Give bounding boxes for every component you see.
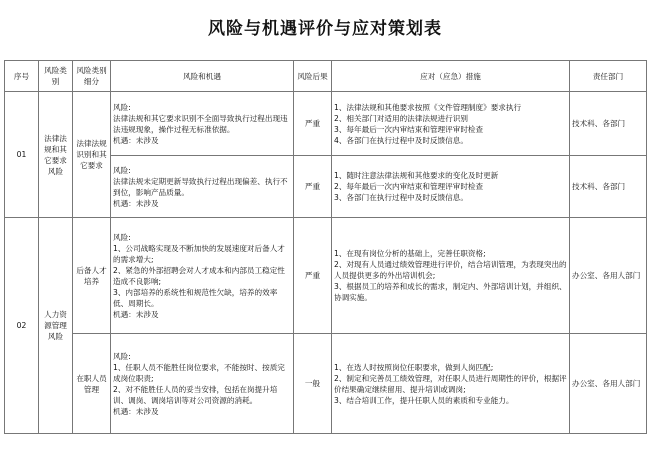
header-category: 风险类别 <box>39 61 73 92</box>
risk-line: 风险: <box>113 165 131 175</box>
header-row <box>5 61 647 92</box>
measure-line: 2、对现有人员通过绩效管理进行评价，结合培训管理，为表现突出的人员提供更多的外出培训机会; <box>334 260 567 280</box>
risk-cell <box>111 156 294 218</box>
dept-cell: 办公室、各用人部门 <box>570 334 647 434</box>
header-result: 风险后果 <box>294 61 332 92</box>
measure-line: 1、随时注意法律法规和其他要求的变化及时更新 <box>334 171 499 180</box>
risk-line: 机遇：未涉及 <box>113 406 159 416</box>
dept-cell: 技术科、各部门 <box>570 92 647 156</box>
header-seq: 序号 <box>5 61 39 92</box>
measure-line: 3、各部门在执行过程中及时反馈信息。 <box>334 193 468 202</box>
measures-cell <box>332 92 570 156</box>
measure-line: 4、各部门在执行过程中及时反馈信息。 <box>334 135 468 145</box>
category-cell: 法律法规和其它要求风险 <box>39 92 73 218</box>
subcategory-cell: 法律法规识别和其它要求 <box>73 92 111 218</box>
risk-line: 机遇：未涉及 <box>113 309 159 319</box>
result-cell: 严重 <box>294 218 332 334</box>
table-row <box>5 334 647 434</box>
table-row <box>5 218 647 334</box>
risk-line: 法律法规未定期更新导致执行过程出现偏差、执行不到位，影响产品质量。 <box>113 176 288 197</box>
measure-line: 3、结合培训工作，提升任职人员的素质和专业能力。 <box>334 395 514 405</box>
risk-line: 机遇：未涉及 <box>113 198 159 208</box>
measures-cell <box>332 334 570 434</box>
header-subcategory: 风险类别细分 <box>73 61 111 92</box>
risk-line: 风险: <box>113 351 131 361</box>
measure-line: 1、法律法规和其他要求按照《文件管理制度》要求执行 <box>334 102 522 112</box>
measure-line: 1、在选人时按照岗位任职要求，做到人岗匹配; <box>334 362 494 372</box>
subcategory-cell: 在职人员管理 <box>73 334 111 434</box>
measure-line: 3、根据员工的培养和成长的需求，制定内、外部培训计划，并组织、协调实施。 <box>334 282 567 302</box>
risk-line: 2、紧急的外部招聘会对人才成本和内部员工稳定性造成不良影响; <box>113 265 285 286</box>
risk-line: 3、内部培养的系统性和规范性欠缺，培养的效率低、周期长。 <box>113 287 278 308</box>
page-title: 风险与机遇评价与应对策划表 <box>208 19 442 39</box>
measure-line: 2、相关部门对适用的法律法规进行识别 <box>334 113 468 123</box>
table-row <box>5 92 647 156</box>
risk-line: 机遇：未涉及 <box>113 135 159 145</box>
dept-cell: 技术科、各部门 <box>570 156 647 218</box>
risk-line: 法律法规和其它要求识别不全面导致执行过程出现违法违规现象，操作过程无标准依据。 <box>113 113 288 134</box>
risk-table <box>4 60 647 434</box>
measure-line: 2、制定和完善员工绩效管理，对任职人员进行周期性的评价，根据评价结果确定继续留用、提升培训或调岗; <box>334 373 567 394</box>
header-measures: 应对（应急）措施 <box>332 61 570 92</box>
result-cell: 严重 <box>294 156 332 218</box>
header-dept: 责任部门 <box>570 61 647 92</box>
risk-line: 1、任职人员不能胜任岗位要求，不能按时、按质完成岗位职责; <box>113 362 285 383</box>
measure-line: 3、每年最后一次内审结束和管理评审时检查 <box>334 124 484 134</box>
measures-cell <box>332 156 570 218</box>
category-cell: 人力资源管理风险 <box>39 218 73 434</box>
risk-line: 2、对不能胜任人员的妥当安排，包括在岗提升培训、调岗、调岗培训等对公司资源的消耗。 <box>113 384 278 405</box>
dept-cell: 办公室、各用人部门 <box>570 218 647 334</box>
risk-line: 风险: <box>113 232 131 242</box>
subcategory-cell: 后备人才培养 <box>73 218 111 334</box>
result-cell: 严重 <box>294 92 332 156</box>
header-risk: 风险和机遇 <box>111 61 294 92</box>
risk-line: 1、公司战略实现及不断加快的发展速度对后备人才的需求增大; <box>113 243 285 264</box>
seq-cell: 02 <box>5 218 39 434</box>
risk-line: 风险: <box>113 102 131 112</box>
measure-line: 2、每年最后一次内审结束和管理评审时检查 <box>334 182 484 191</box>
measures-cell <box>332 218 570 334</box>
seq-cell: 01 <box>5 92 39 218</box>
measure-line: 1、在现有岗位分析的基础上，完善任职资格; <box>334 249 486 258</box>
risk-cell <box>111 334 294 434</box>
risk-cell <box>111 218 294 334</box>
risk-cell <box>111 92 294 156</box>
result-cell: 一般 <box>294 334 332 434</box>
